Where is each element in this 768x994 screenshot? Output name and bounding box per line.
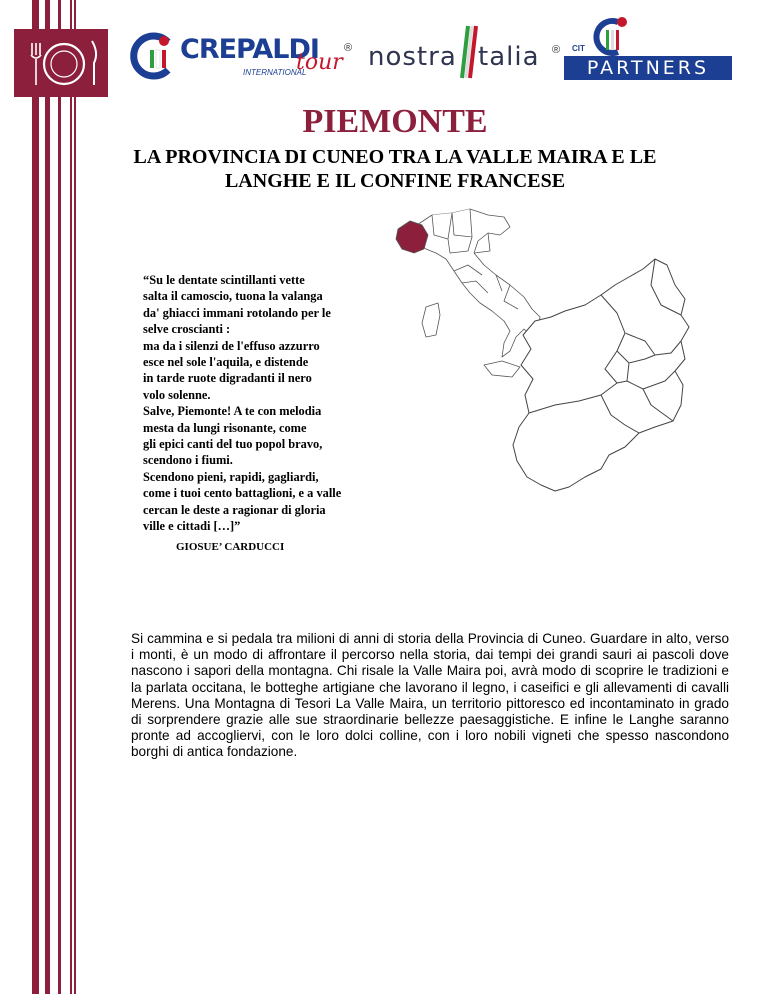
poem-block <box>143 272 403 535</box>
crepaldi-international: INTERNATIONAL <box>243 68 307 77</box>
dining-badge <box>14 29 108 97</box>
poem-line: salta il camoscio, tuona la valanga <box>143 289 323 304</box>
left-stripe-1 <box>32 0 39 994</box>
talia-wordmark: talia <box>478 42 540 72</box>
partners-label: PARTNERS <box>586 57 710 79</box>
poem-line: in tarde ruote digradanti il nero <box>143 371 312 386</box>
partner-logos <box>128 14 734 80</box>
crepaldi-wordmark: CREPALDI <box>180 34 319 65</box>
poem-line: volo solenne. <box>143 387 211 402</box>
page-subtitle: LA PROVINCIA DI CUNEO TRA LA VALLE MAIRA E LE LANGHE E IL CONFINE FRANCESE <box>133 146 657 192</box>
crepaldi-logo <box>128 26 353 84</box>
nostra-wordmark: nostra <box>368 42 457 72</box>
poem-line: da' ghiacci immani rotolando per le <box>143 305 331 320</box>
crepaldi-mark-icon <box>128 32 176 80</box>
cit-label: CIT <box>572 44 585 53</box>
poem-line: ville e cittadi […]” <box>143 519 241 534</box>
cit-mark-icon <box>584 14 644 56</box>
poem-line: mesta da lungi risonante, come <box>143 420 307 435</box>
left-stripe-3 <box>58 0 61 994</box>
registered-mark-2: ® <box>552 44 561 56</box>
left-stripe-2 <box>45 0 50 994</box>
crepaldi-tour-wordmark: tour <box>296 50 343 75</box>
piemonte-provinces-map-image <box>505 255 695 495</box>
poem-line: “Su le dentate scintillanti vette <box>143 273 305 287</box>
left-stripe-5 <box>74 0 76 994</box>
poem-line: selve croscianti : <box>143 322 231 337</box>
cit-partners-logo <box>564 14 732 80</box>
poem-line: scendono i fiumi. <box>143 453 233 468</box>
italian-flag-slash-icon <box>458 24 480 80</box>
poem-line: gli epici canti del tuo popol bravo, <box>143 437 323 452</box>
poem-line: cercan le deste a ragionar di gloria <box>143 502 326 517</box>
poem-line: esce nel sole l'aquila, e distende <box>143 355 309 370</box>
page-title: PIEMONTE <box>302 103 488 140</box>
poem-line: Scendono pieni, rapidi, gagliardi, <box>143 469 319 484</box>
left-stripe-4 <box>70 0 72 994</box>
body-paragraph: Si cammina e si pedala tra milioni di anni di storia della Provincia di Cuneo. Guardare in alto, verso i monti, è un modo di affrontare il percorso nella storia, dai tempi dei grandi sauri ai pascoli dove nascono i sapori della montagna. Chi risale la Valle Maira poi, avrà modo di scoprire le tradizioni e la parlata occitana, le botteghe artigiane che lavorano il legno, i caseifici e gli allevamenti di cavalli Merens. Una Montagna di Tesori La Valle Maira, un territorio pittoresco ed incontaminato in grado di sorprendere grazie alle sue straordinarie bellezze paesaggistiche. E infine le Langhe saranno pronte ad accogliervi, con le loro dolci colline, con i loro nobili vigneti che spesso nascondono borghi di antica fondazione. <box>131 631 729 760</box>
poem-line: ma da i silenzi de l'effuso azzurro <box>143 338 320 353</box>
plate-cutlery-icon <box>14 29 108 97</box>
poem-line: come i tuoi cento battaglioni, e a valle <box>143 486 342 501</box>
poem-author: GIOSUE’ CARDUCCI <box>176 541 285 553</box>
registered-mark: ® <box>344 42 353 54</box>
poem-line: Salve, Piemonte! A te con melodia <box>143 404 322 419</box>
